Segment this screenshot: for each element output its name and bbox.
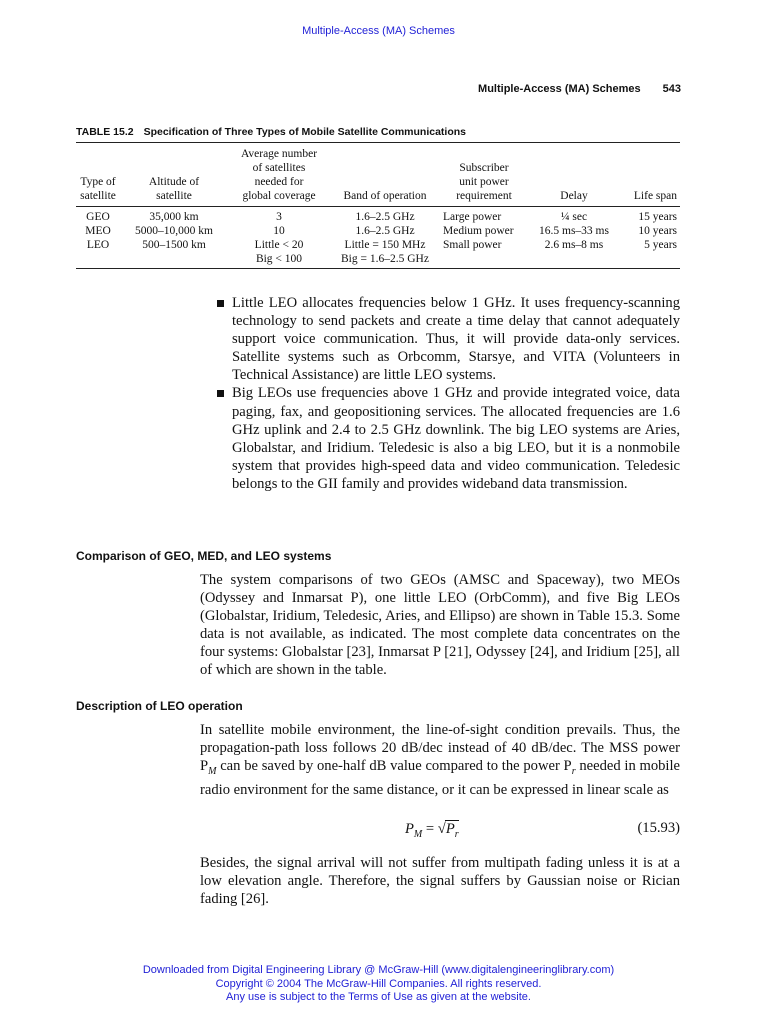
bullet-text: Little LEO allocates frequencies below 1 GHz. It uses frequency-scanning technology to send packets and create a time delay that cannot adequately support voice communication. Thus, it will provide data-only services. Satellite systems such as Orbcomm, Starsye, and VITA (Volunteers in Technical Assistance) are little LEO systems. [232,295,680,384]
table-cell: 1.6–2.5 GHz [355,225,415,237]
table-row [76,252,680,269]
table-cell [528,252,620,269]
table-cell: 10 years [638,225,677,237]
comparison-paragraph: The system comparisons of two GEOs (AMSC and Spaceway), two MEOs (Odyssey and Inmarsat P), one little LEO (OrbComm), and five Big LEOs (Globalstar, Iridium, Teledesic, Aries, and Ellipso) are shown in Table 15.3. Some data is not available, as indicated. The most complete data concentrates on the four systems: Globalstar [23], Inmarsat P [21], Odyssey [24], and Iridium [25], all of which are shown in the table. [200,572,680,679]
footer-line-3[interactable]: Any use is subject to the Terms of Use as given at the website. [226,991,531,1003]
table-row [76,224,680,238]
table-header-row [76,143,680,207]
col-header-delay: Delay [528,143,620,207]
table-row [76,238,680,252]
footer-copyright[interactable] [0,964,757,1005]
table-title: Specification of Three Types of Mobile Satellite Communications [143,126,467,138]
table-cell: Little < 20 [254,239,304,251]
section-heading-comparison: Comparison of GEO, MED, and LEO systems [76,549,332,563]
table-cell: 5000–10,000 km [135,225,213,237]
col-header-lifespan: Life span [620,143,680,207]
table-cell [120,252,228,269]
table-caption [76,126,466,138]
col-header-avg-satellites: Average number of satellites needed for global coverage [228,143,330,207]
table-cell: Large power [443,211,502,223]
col-header-altitude: Altitude of satellite [120,143,228,207]
table-row [76,207,680,225]
table-label: TABLE 15.2 [76,126,134,138]
top-chapter-link[interactable] [0,25,757,37]
table-cell: GEO [86,211,110,223]
table-cell: 1.6–2.5 GHz [355,211,415,223]
table-cell: 16.5 ms–33 ms [539,225,609,237]
table-cell [76,252,120,269]
radicand: $P_r$ [445,821,459,840]
leo-bullet-list [216,294,680,493]
col-header-type: Type of satellite [76,143,120,207]
table-cell [620,252,680,269]
running-head [478,83,681,95]
bullet-text: Big LEOs use frequencies above 1 GHz and provide integrated voice, data paging, fax, and geopositioning services. The allocated frequencies are 1.6 GHz uplink and 2.4 to 2.5 GHz downlink. The big LEO systems are Aries, Globalstar, and Iridium. Teledesic is also a big LEO, but it is a nonmobile system that provides high-speed data and video communication. Teledesic belongs to the GII family and provides wideband data transmission. [232,385,680,492]
table-cell [440,252,528,269]
table-cell: 500–1500 km [142,239,206,251]
table-cell: 35,000 km [149,211,199,223]
chapter-link-text[interactable]: Multiple-Access (MA) Schemes [302,25,455,37]
section-heading-leo: Description of LEO operation [76,699,243,713]
running-head-title: Multiple-Access (MA) Schemes [478,83,641,95]
table-cell: Medium power [443,225,514,237]
table-cell: Small power [443,239,502,251]
footer-line-1[interactable]: Downloaded from Digital Engineering Library @ McGraw-Hill (www.digitalengineeringlibrary.com) [142,964,615,976]
equation-expression: $P_M = √P_r$ [405,821,459,840]
bullet-square-icon [217,390,224,397]
table-cell: 10 [273,225,285,237]
table-cell: 2.6 ms–8 ms [544,239,604,251]
footer-line-2[interactable]: Copyright © 2004 The McGraw-Hill Companies. All rights reserved. [215,977,542,990]
col-header-power: Subscriber unit power requirement [440,143,528,207]
equation-15-93 [200,820,680,842]
table-cell: 3 [276,211,282,223]
list-item [216,384,680,493]
table-cell: ¼ sec [560,211,588,223]
col-header-band: Band of operation [330,143,440,207]
spec-table [76,142,680,269]
table-cell: Big = 1.6–2.5 GHz [330,252,440,269]
table-cell: 5 years [644,239,677,251]
list-item [216,294,680,384]
table-cell: 15 years [638,211,677,223]
leo-paragraph-2: Besides, the signal arrival will not suffer from multipath fading unless it is at a low elevation angle. Therefore, the signal suffers by Gaussian noise or Rician fading [26]. [200,855,680,908]
table-cell: MEO [85,225,111,237]
page-number: 543 [662,83,681,95]
table-cell: Little = 150 MHz [344,239,426,251]
equation-number: (15.93) [637,820,680,836]
sqrt-icon: √ [437,821,446,837]
table-cell: LEO [86,239,110,251]
table-cell: Big < 100 [228,252,330,269]
leo-paragraph: In satellite mobile environment, the line-of-sight condition prevails. Thus, the propagation-path loss follows 20 dB/dec instead of 40 dB/dec. The MSS power $P_M$ can be saved by one-half dB value compared to the power $P_r$ needed in mobile radio environment for the same distance, or it can be expressed in linear scale as [200,722,681,799]
bullet-square-icon [217,300,224,307]
